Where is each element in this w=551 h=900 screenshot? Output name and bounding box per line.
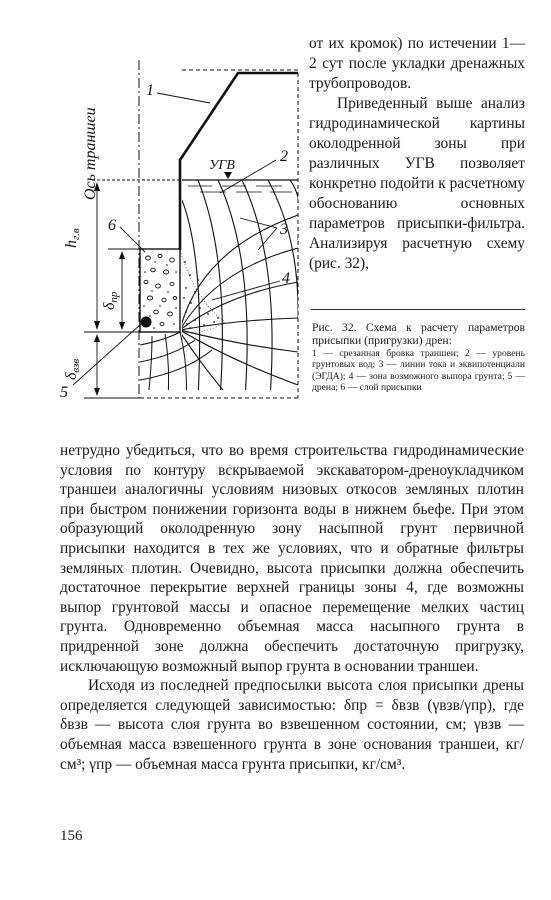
main-paragraph-2: Исходя из последней предпосылки высота слоя присыпки дрены определяется следующей зависимостью: δпр = δвзв (γвзв/γпр), где δвзв — высота слоя грунта во взвешенном состоянии, см; γвзв — объемная масса взвешенного грунта в зоне основания траншеи, кг/см³; γпр — объемная масса грунта присыпки, кг/см³. bbox=[60, 677, 524, 773]
right-paragraph-2: Приведенный выше анализ гидродинамической картины околодренной зоны при различных УГВ позволяет конкретно подойти к расчетному обоснованию основных параметров присыпки-фильтра. Анализируя расчетную схему (рис. 32), bbox=[309, 95, 525, 272]
h-gv-label: hг.в bbox=[63, 228, 82, 248]
figure-caption bbox=[312, 321, 525, 393]
caption-title: Рис. 32. Схема к расчету параметров присыпки (пригрузки) дрен: bbox=[312, 321, 525, 347]
callout-1: 1 bbox=[146, 82, 154, 99]
right-column-text bbox=[309, 34, 525, 274]
right-paragraph-1: от их кромок) по истечении 1—2 сут после укладки дренажных трубопроводов. bbox=[309, 35, 525, 92]
caption-legend: 1 — срезанная бровка траншеи; 2 — уровень грунтовых вод; 3 — линии тока и эквипотенциали (ЭГДА); 4 — зона возможного выпора грунта; 5 — дрена; 6 — слой присыпки bbox=[312, 348, 525, 393]
caption-separator bbox=[311, 309, 525, 310]
axis-label: Ось траншеи bbox=[82, 107, 99, 200]
callout-4: 4 bbox=[282, 270, 290, 287]
main-text bbox=[60, 441, 524, 774]
leader-lines bbox=[73, 93, 280, 385]
drain-pipe bbox=[141, 317, 152, 328]
callout-3: 3 bbox=[280, 221, 288, 238]
callout-2: 2 bbox=[280, 148, 288, 165]
callout-5: 5 bbox=[60, 384, 68, 401]
figure-32-drain-backfill-scheme bbox=[0, 0, 305, 440]
callout-6: 6 bbox=[108, 217, 116, 234]
ugv-label: УГВ bbox=[209, 158, 235, 173]
flow-net-lines bbox=[180, 180, 300, 398]
delta-vzv-label: δвзв bbox=[63, 358, 82, 380]
water-hatching bbox=[188, 186, 292, 192]
ugv-marker-triangle bbox=[224, 172, 232, 179]
delta-pr-label: δпр bbox=[101, 291, 120, 310]
main-paragraph-1: нетрудно убедиться, что во время строительства гидродинамические условия по контуру вскрываемой экскаватором-дреноукладчиком траншеи аналогичны условиям низовых откосов земляных плотин при быстром понижении горизонта воды в нижнем бьефе. При этом образующий околодренную зону насыпной грунт первичной присыпки находится в тех же условиях, что и обратные фильтры земляных плотин. Очевидно, высота присыпки должна обеспечить достаточное перекрытие верхней границы зоны 4, где возможны выпор грунтовой массы и опасное перемещение мелких частиц грунта. Одновременно объемная масса насыпного грунта в придренной зоне должна обеспечить достаточную пригрузку, исключающую возможный выпор грунта в основании траншеи. bbox=[60, 442, 524, 675]
uplift-zone-stipple bbox=[183, 261, 219, 329]
dimension-arrows bbox=[94, 182, 125, 396]
page-number: 156 bbox=[60, 828, 83, 844]
